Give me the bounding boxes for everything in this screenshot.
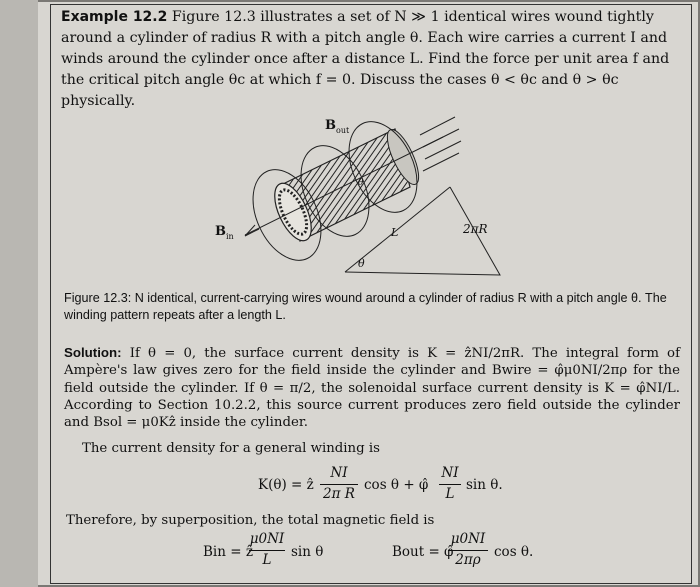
current-density-intro: The current density for a general winding is <box>82 441 380 456</box>
b-in-label: $B_{in}$ <box>215 224 234 241</box>
solution-paragraph <box>64 344 680 431</box>
b-in-arrow <box>245 225 259 236</box>
figure-caption: Figure 12.3: N identical, current-carrying wires wound around a cylinder of radius R with a pitch angle θ. The winding pattern repeats after a length L. <box>64 291 667 322</box>
example-statement <box>61 7 681 112</box>
solution-text: If θ = 0, the surface current density is K = ẑNI/2πR. The integral form of Ampère's law gives zero for the field inside the cylinder and Bwire = φ̂μ0NI/2πρ for the field outside the cylinder. If θ = π/2, the solenoidal surface current density is K = φ̂NI/L. According to Section 10.2.2, this source current produces zero field outside the cylinder and Bsol = μ0Kẑ inside the cylinder. <box>64 346 680 431</box>
theta-label: θ <box>358 257 365 270</box>
l-label: L <box>391 226 399 239</box>
superposition-sentence: Therefore, by superposition, the total magnetic field is <box>66 513 435 528</box>
cylinder-axis <box>245 137 443 235</box>
theta-small-label: θ <box>358 178 364 188</box>
example-label: Example 12.2 <box>61 9 168 25</box>
example-text: Figure 12.3 illustrates a set of N ≫ 1 identical wires wound tightly around a cylinder of radius R with a pitch angle θ. Each wire carries a current I and winds around the cylinder once after a distance L. Find the force per unit area f and the critical pitch angle θc at which f = 0. Discuss the cases θ < θc and θ > θc physically. <box>61 9 670 109</box>
solution-label: Solution: <box>64 345 122 360</box>
figure-12-3 <box>215 107 515 285</box>
page-shadow <box>0 0 38 587</box>
b-out-label: $B_{out}$ <box>325 118 350 135</box>
two-pi-r-label: 2πR <box>463 222 488 236</box>
